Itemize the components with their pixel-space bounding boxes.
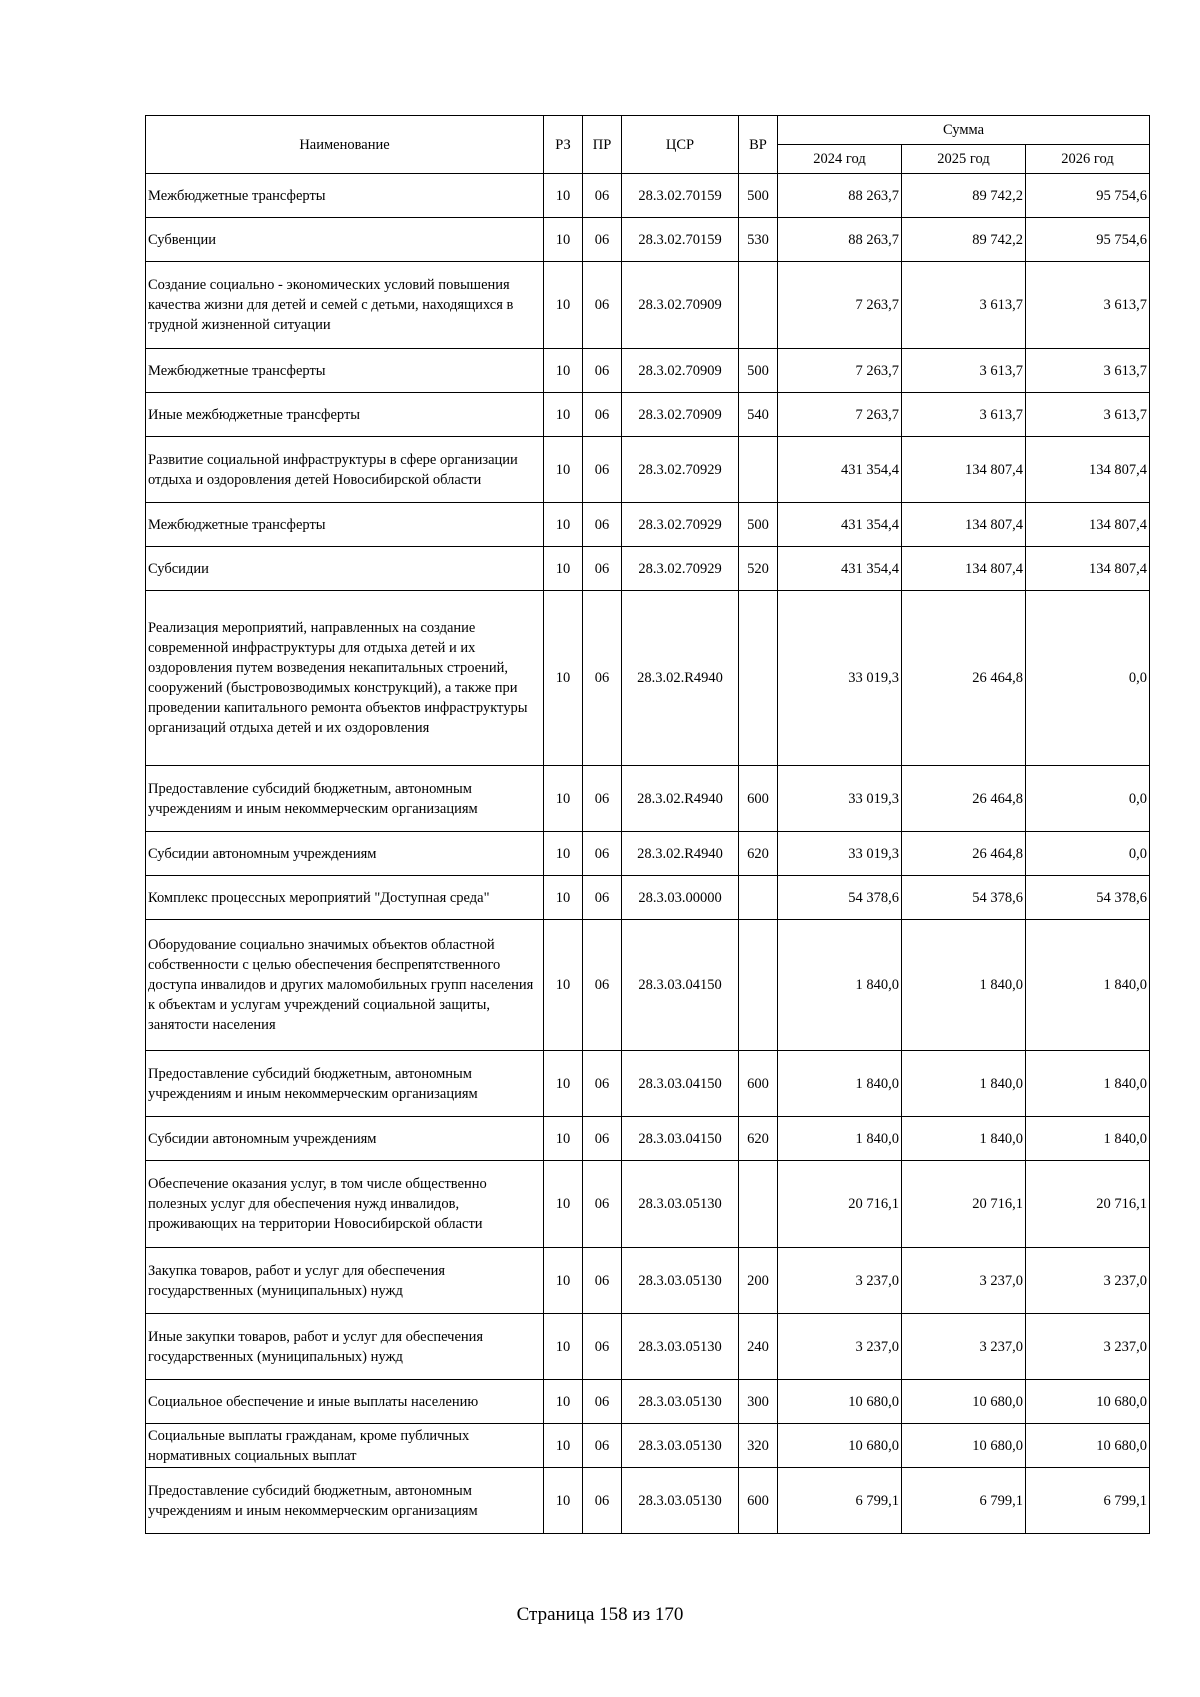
row-amount-2024: 7 263,7	[778, 349, 902, 393]
budget-table	[145, 115, 1150, 1534]
row-vr: 620	[739, 832, 778, 876]
row-amount-2026: 1 840,0	[1026, 920, 1150, 1051]
row-name: Оборудование социально значимых объектов областной собственности с целью обеспечения беспрепятственного доступа инвалидов и других маломобильных групп населения к объектам и услугам учреждений социальной защиты, занятости населения	[146, 920, 544, 1051]
row-csr: 28.3.03.05130	[622, 1424, 739, 1468]
row-vr: 300	[739, 1380, 778, 1424]
row-name: Иные закупки товаров, работ и услуг для обеспечения государственных (муниципальных) нужд	[146, 1314, 544, 1380]
table-row	[146, 1051, 1150, 1117]
table-row	[146, 1380, 1150, 1424]
row-name: Социальные выплаты гражданам, кроме публичных нормативных социальных выплат	[146, 1424, 544, 1468]
row-amount-2025: 3 613,7	[902, 393, 1026, 437]
row-csr: 28.3.03.04150	[622, 920, 739, 1051]
row-amount-2026: 3 613,7	[1026, 349, 1150, 393]
row-pr: 06	[583, 876, 622, 920]
row-rz: 10	[544, 503, 583, 547]
row-amount-2025: 3 237,0	[902, 1248, 1026, 1314]
row-csr: 28.3.03.05130	[622, 1161, 739, 1248]
row-pr: 06	[583, 1248, 622, 1314]
row-vr: 530	[739, 218, 778, 262]
row-amount-2024: 3 237,0	[778, 1248, 902, 1314]
row-amount-2024: 1 840,0	[778, 1051, 902, 1117]
row-pr: 06	[583, 1314, 622, 1380]
row-vr: 200	[739, 1248, 778, 1314]
row-csr: 28.3.02.R4940	[622, 766, 739, 832]
row-name: Иные межбюджетные трансферты	[146, 393, 544, 437]
row-rz: 10	[544, 349, 583, 393]
header-row-top	[146, 116, 1150, 145]
row-csr: 28.3.02.70909	[622, 349, 739, 393]
row-vr: 600	[739, 1051, 778, 1117]
row-amount-2026: 3 613,7	[1026, 262, 1150, 349]
header-year-2026: 2026 год	[1026, 145, 1150, 174]
row-rz: 10	[544, 832, 583, 876]
row-amount-2024: 33 019,3	[778, 832, 902, 876]
row-csr: 28.3.03.05130	[622, 1248, 739, 1314]
row-amount-2026: 134 807,4	[1026, 437, 1150, 503]
row-amount-2025: 1 840,0	[902, 920, 1026, 1051]
row-csr: 28.3.02.70929	[622, 437, 739, 503]
row-name: Межбюджетные трансферты	[146, 503, 544, 547]
row-amount-2024: 7 263,7	[778, 393, 902, 437]
row-amount-2026: 95 754,6	[1026, 174, 1150, 218]
row-amount-2026: 10 680,0	[1026, 1424, 1150, 1468]
row-csr: 28.3.02.70909	[622, 262, 739, 349]
row-amount-2025: 6 799,1	[902, 1468, 1026, 1534]
row-amount-2025: 3 237,0	[902, 1314, 1026, 1380]
table-row	[146, 920, 1150, 1051]
row-rz: 10	[544, 1380, 583, 1424]
row-name: Создание социально - экономических условий повышения качества жизни для детей и семей с детьми, находящихся в трудной жизненной ситуации	[146, 262, 544, 349]
row-amount-2024: 431 354,4	[778, 437, 902, 503]
header-year-2024: 2024 год	[778, 145, 902, 174]
table-row	[146, 1468, 1150, 1534]
row-amount-2026: 1 840,0	[1026, 1051, 1150, 1117]
row-pr: 06	[583, 547, 622, 591]
row-amount-2026: 3 237,0	[1026, 1314, 1150, 1380]
row-amount-2026: 54 378,6	[1026, 876, 1150, 920]
row-csr: 28.3.02.R4940	[622, 591, 739, 766]
row-amount-2025: 134 807,4	[902, 437, 1026, 503]
table-row	[146, 437, 1150, 503]
row-csr: 28.3.03.04150	[622, 1117, 739, 1161]
row-rz: 10	[544, 876, 583, 920]
header-csr: ЦСР	[622, 116, 739, 174]
table-row	[146, 876, 1150, 920]
table-row	[146, 547, 1150, 591]
row-amount-2024: 88 263,7	[778, 218, 902, 262]
row-csr: 28.3.02.70929	[622, 547, 739, 591]
table-row	[146, 591, 1150, 766]
row-name: Межбюджетные трансферты	[146, 349, 544, 393]
row-amount-2026: 1 840,0	[1026, 1117, 1150, 1161]
header-rz: РЗ	[544, 116, 583, 174]
row-pr: 06	[583, 591, 622, 766]
row-vr	[739, 1161, 778, 1248]
row-amount-2024: 33 019,3	[778, 591, 902, 766]
row-vr	[739, 262, 778, 349]
table-row	[146, 174, 1150, 218]
row-pr: 06	[583, 393, 622, 437]
row-vr: 520	[739, 547, 778, 591]
row-amount-2025: 26 464,8	[902, 832, 1026, 876]
row-vr: 240	[739, 1314, 778, 1380]
row-amount-2026: 3 613,7	[1026, 393, 1150, 437]
row-amount-2024: 1 840,0	[778, 1117, 902, 1161]
row-rz: 10	[544, 393, 583, 437]
row-name: Предоставление субсидий бюджетным, автономным учреждениям и иным некоммерческим организациям	[146, 766, 544, 832]
row-name: Комплекс процессных мероприятий "Доступная среда"	[146, 876, 544, 920]
row-csr: 28.3.02.70929	[622, 503, 739, 547]
table-row	[146, 1248, 1150, 1314]
row-amount-2024: 3 237,0	[778, 1314, 902, 1380]
row-amount-2026: 0,0	[1026, 766, 1150, 832]
row-pr: 06	[583, 262, 622, 349]
row-vr: 500	[739, 349, 778, 393]
row-amount-2024: 20 716,1	[778, 1161, 902, 1248]
row-csr: 28.3.02.70909	[622, 393, 739, 437]
row-pr: 06	[583, 1117, 622, 1161]
row-pr: 06	[583, 1161, 622, 1248]
row-amount-2025: 26 464,8	[902, 766, 1026, 832]
table-row	[146, 262, 1150, 349]
header-sum: Сумма	[778, 116, 1150, 145]
table-row	[146, 349, 1150, 393]
row-amount-2026: 0,0	[1026, 591, 1150, 766]
row-amount-2024: 431 354,4	[778, 503, 902, 547]
row-csr: 28.3.02.R4940	[622, 832, 739, 876]
row-amount-2025: 3 613,7	[902, 262, 1026, 349]
row-name: Субсидии автономным учреждениям	[146, 1117, 544, 1161]
row-csr: 28.3.03.05130	[622, 1380, 739, 1424]
row-name: Закупка товаров, работ и услуг для обеспечения государственных (муниципальных) нужд	[146, 1248, 544, 1314]
row-amount-2026: 134 807,4	[1026, 503, 1150, 547]
row-pr: 06	[583, 503, 622, 547]
row-amount-2024: 431 354,4	[778, 547, 902, 591]
row-amount-2025: 3 613,7	[902, 349, 1026, 393]
row-amount-2026: 6 799,1	[1026, 1468, 1150, 1534]
row-amount-2025: 1 840,0	[902, 1051, 1026, 1117]
row-rz: 10	[544, 262, 583, 349]
row-pr: 06	[583, 174, 622, 218]
row-vr: 500	[739, 503, 778, 547]
row-amount-2025: 134 807,4	[902, 503, 1026, 547]
row-csr: 28.3.03.05130	[622, 1468, 739, 1534]
table-row	[146, 1424, 1150, 1468]
table-row	[146, 393, 1150, 437]
header-year-2025: 2025 год	[902, 145, 1026, 174]
row-amount-2025: 54 378,6	[902, 876, 1026, 920]
row-amount-2024: 88 263,7	[778, 174, 902, 218]
row-pr: 06	[583, 920, 622, 1051]
row-amount-2025: 89 742,2	[902, 218, 1026, 262]
row-rz: 10	[544, 1161, 583, 1248]
row-amount-2024: 1 840,0	[778, 920, 902, 1051]
row-rz: 10	[544, 920, 583, 1051]
row-amount-2024: 10 680,0	[778, 1424, 902, 1468]
row-pr: 06	[583, 349, 622, 393]
row-rz: 10	[544, 591, 583, 766]
row-pr: 06	[583, 437, 622, 503]
row-amount-2026: 20 716,1	[1026, 1161, 1150, 1248]
row-rz: 10	[544, 1468, 583, 1534]
row-rz: 10	[544, 1248, 583, 1314]
row-csr: 28.3.02.70159	[622, 174, 739, 218]
row-vr	[739, 920, 778, 1051]
row-rz: 10	[544, 1314, 583, 1380]
row-amount-2025: 89 742,2	[902, 174, 1026, 218]
row-amount-2025: 134 807,4	[902, 547, 1026, 591]
table-row	[146, 218, 1150, 262]
row-pr: 06	[583, 1051, 622, 1117]
row-amount-2026: 95 754,6	[1026, 218, 1150, 262]
row-vr: 320	[739, 1424, 778, 1468]
row-amount-2024: 54 378,6	[778, 876, 902, 920]
row-pr: 06	[583, 1380, 622, 1424]
row-amount-2024: 33 019,3	[778, 766, 902, 832]
row-vr: 500	[739, 174, 778, 218]
row-rz: 10	[544, 437, 583, 503]
table-row	[146, 832, 1150, 876]
row-amount-2026: 134 807,4	[1026, 547, 1150, 591]
row-name: Субсидии	[146, 547, 544, 591]
header-vr: ВР	[739, 116, 778, 174]
table-row	[146, 1314, 1150, 1380]
row-rz: 10	[544, 1051, 583, 1117]
table-row	[146, 503, 1150, 547]
row-name: Субсидии автономным учреждениям	[146, 832, 544, 876]
row-name: Реализация мероприятий, направленных на создание современной инфраструктуры для отдыха детей и их оздоровления путем возведения некапитальных строений, сооружений (быстровозводимых конструкций), а также при проведении капитального ремонта объектов инфраструктуры организаций отдыха детей и их оздоровления	[146, 591, 544, 766]
row-csr: 28.3.03.05130	[622, 1314, 739, 1380]
row-pr: 06	[583, 218, 622, 262]
row-amount-2025: 10 680,0	[902, 1424, 1026, 1468]
row-vr: 600	[739, 766, 778, 832]
row-name: Субвенции	[146, 218, 544, 262]
row-rz: 10	[544, 174, 583, 218]
row-rz: 10	[544, 766, 583, 832]
row-amount-2026: 10 680,0	[1026, 1380, 1150, 1424]
row-vr: 600	[739, 1468, 778, 1534]
row-rz: 10	[544, 1424, 583, 1468]
row-name: Межбюджетные трансферты	[146, 174, 544, 218]
row-amount-2025: 1 840,0	[902, 1117, 1026, 1161]
row-vr	[739, 591, 778, 766]
row-pr: 06	[583, 766, 622, 832]
row-amount-2025: 26 464,8	[902, 591, 1026, 766]
row-amount-2024: 6 799,1	[778, 1468, 902, 1534]
row-pr: 06	[583, 1424, 622, 1468]
table-row	[146, 766, 1150, 832]
row-vr: 620	[739, 1117, 778, 1161]
row-name: Развитие социальной инфраструктуры в сфере организации отдыха и оздоровления детей Новосибирской области	[146, 437, 544, 503]
row-name: Предоставление субсидий бюджетным, автономным учреждениям и иным некоммерческим организациям	[146, 1468, 544, 1534]
row-amount-2026: 3 237,0	[1026, 1248, 1150, 1314]
row-vr: 540	[739, 393, 778, 437]
row-amount-2024: 10 680,0	[778, 1380, 902, 1424]
table-row	[146, 1161, 1150, 1248]
row-vr	[739, 876, 778, 920]
header-name: Наименование	[146, 116, 544, 174]
row-vr	[739, 437, 778, 503]
row-amount-2024: 7 263,7	[778, 262, 902, 349]
row-name: Предоставление субсидий бюджетным, автономным учреждениям и иным некоммерческим организациям	[146, 1051, 544, 1117]
row-amount-2025: 10 680,0	[902, 1380, 1026, 1424]
row-csr: 28.3.03.00000	[622, 876, 739, 920]
row-csr: 28.3.02.70159	[622, 218, 739, 262]
page-number: Страница 158 из 170	[516, 1604, 684, 1625]
row-name: Социальное обеспечение и иные выплаты населению	[146, 1380, 544, 1424]
table-body	[146, 174, 1150, 1534]
row-name: Обеспечение оказания услуг, в том числе общественно полезных услуг для обеспечения нужд инвалидов, проживающих на территории Новосибирской области	[146, 1161, 544, 1248]
row-pr: 06	[583, 832, 622, 876]
table-row	[146, 1117, 1150, 1161]
row-pr: 06	[583, 1468, 622, 1534]
row-rz: 10	[544, 1117, 583, 1161]
header-pr: ПР	[583, 116, 622, 174]
row-amount-2026: 0,0	[1026, 832, 1150, 876]
row-rz: 10	[544, 547, 583, 591]
row-amount-2025: 20 716,1	[902, 1161, 1026, 1248]
row-rz: 10	[544, 218, 583, 262]
row-csr: 28.3.03.04150	[622, 1051, 739, 1117]
